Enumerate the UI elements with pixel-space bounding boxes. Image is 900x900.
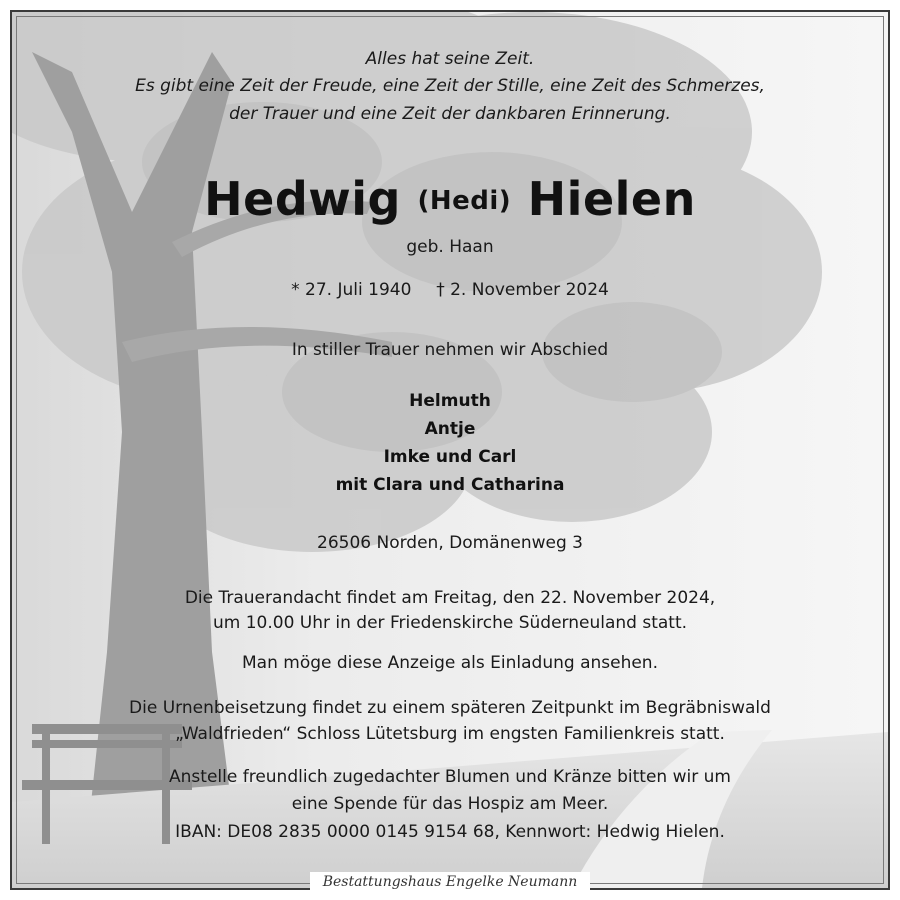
mourner-3: Imke und Carl bbox=[383, 447, 517, 467]
first-name: Hedwig bbox=[204, 172, 401, 226]
birth-name: geb. Haan bbox=[406, 237, 494, 257]
deceased-name bbox=[0, 172, 900, 226]
invitation-text: Man möge diese Anzeige als Einladung ansehen. bbox=[242, 653, 658, 673]
burial-line-1: Die Urnenbeisetzung findet zu einem späteren Zeitpunkt im Begräbniswald bbox=[129, 698, 771, 718]
funeral-home-name: Bestattungshaus Engelke Neumann bbox=[310, 872, 590, 892]
farewell-text: In stiller Trauer nehmen wir Abschied bbox=[291, 340, 609, 360]
donation-line-1: Anstelle freundlich zugedachter Blumen und Kränze bitten wir um bbox=[169, 767, 731, 787]
birth-date: * 27. Juli 1940 bbox=[291, 280, 412, 300]
service-line-2: um 10.00 Uhr in der Friedenskirche Süderneuland statt. bbox=[212, 613, 688, 633]
address: 26506 Norden, Domänenweg 3 bbox=[317, 533, 583, 553]
mourner-4: mit Clara und Catharina bbox=[335, 475, 565, 495]
death-date: † 2. November 2024 bbox=[436, 280, 609, 300]
life-dates bbox=[0, 280, 900, 300]
motto-line-2: Es gibt eine Zeit der Freude, eine Zeit der Stille, eine Zeit des Schmerzes, bbox=[135, 76, 765, 96]
motto-line-1: Alles hat seine Zeit. bbox=[365, 49, 535, 69]
nickname: (Hedi) bbox=[417, 186, 512, 216]
mourner-2: Antje bbox=[424, 419, 476, 439]
donation-line-2: eine Spende für das Hospiz am Meer. bbox=[291, 794, 609, 814]
burial-line-2: „Waldfrieden“ Schloss Lütetsburg im engsten Familienkreis statt. bbox=[175, 724, 725, 744]
last-name: Hielen bbox=[527, 172, 696, 226]
mourner-1: Helmuth bbox=[409, 391, 491, 411]
donation-line-3: IBAN: DE08 2835 0000 0145 9154 68, Kennwort: Hedwig Hielen. bbox=[175, 822, 725, 842]
motto-line-3: der Trauer und eine Zeit der dankbaren Erinnerung. bbox=[229, 104, 671, 124]
service-line-1: Die Trauerandacht findet am Freitag, den 22. November 2024, bbox=[184, 588, 716, 608]
